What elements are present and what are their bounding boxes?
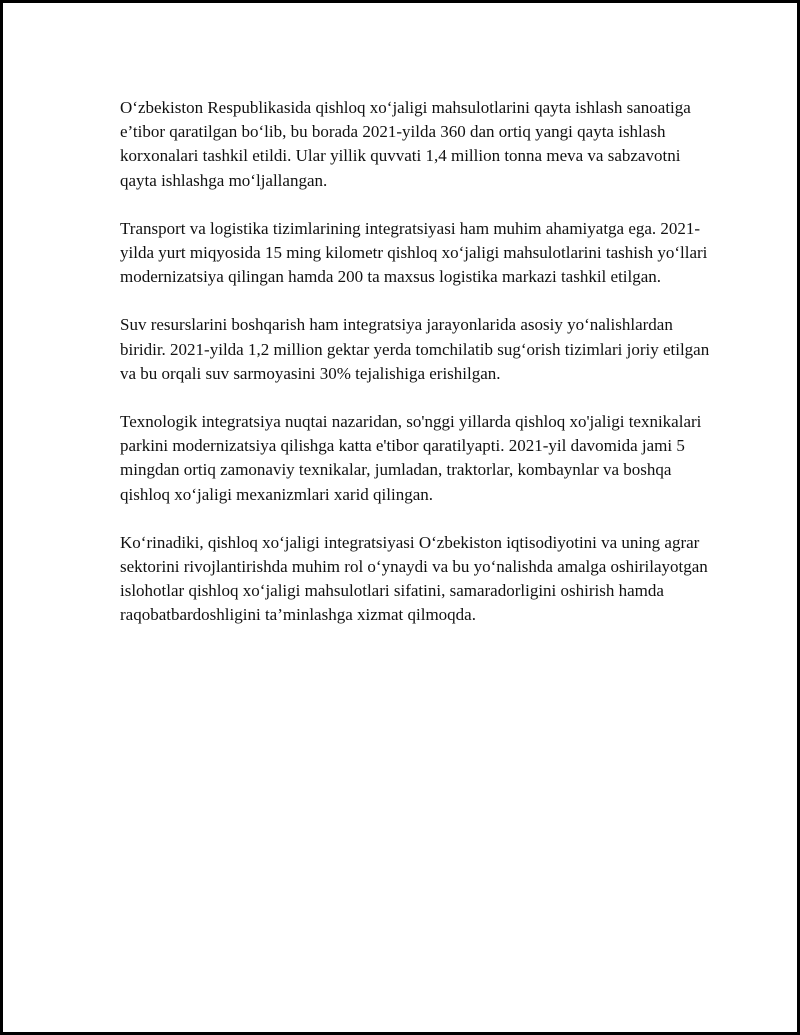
paragraph-conclusion: Ko‘rinadiki, qishloq xo‘jaligi integratsiyasi O‘zbekiston iqtisodiyotini va uning agrar sektorini rivojlantirishda muhim rol o‘ynaydi va bu yo‘nalishda amalga oshirilayotgan islohotlar qishloq xo‘jaligi mahsulotlari sifatini, samaradorligini oshirish hamda raqobatbardoshligini ta’minlashga xizmat qilmoqda. bbox=[120, 532, 708, 625]
document-body bbox=[120, 96, 710, 652]
paragraph-water-resources: Suv resurslarini boshqarish ham integratsiya jarayonlarida asosiy yo‘nalishlardan biridir. 2021-yilda 1,2 million gektar yerda tomchilatib sug‘orish tizimlari joriy etilgan va bu orqali suv sarmoyasini 30% tejalishiga erishilgan. bbox=[120, 315, 710, 383]
paragraph-processing-industry: O‘zbekiston Respublikasida qishloq xo‘jaligi mahsulotlarini qayta ishlash sanoatiga e’tibor qaratilgan bo‘lib, bu borada 2021-yilda 360 dan ortiq yangi qayta ishlash korxonalari tashkil etildi. Ular yillik quvvati 1,4 million tonna meva va sabzavotni qayta ishlashga mo‘ljallangan. bbox=[120, 98, 691, 190]
paragraph-technological-integration: Texnologik integratsiya nuqtai nazaridan, so'nggi yillarda qishloq xo'jaligi texnikalari parkini modernizatsiya qilishga katta e'tibor qaratilyapti. 2021-yil davomida jami 5 mingdan ortiq zamonaviy texnikalar, jumladan, traktorlar, kombaynlar va boshqa qishloq xo‘jaligi mexanizmlari xarid qilingan. bbox=[120, 412, 702, 504]
paragraph-transport-logistics: Transport va logistika tizimlarining integratsiyasi ham muhim ahamiyatga ega. 2021-yilda yurt miqyosida 15 ming kilometr qishloq xo‘jaligi mahsulotlarini tashish yo‘llari modernizatsiya qilingan hamda 200 ta maxsus logistika markazi tashkil etilgan. bbox=[120, 218, 708, 287]
